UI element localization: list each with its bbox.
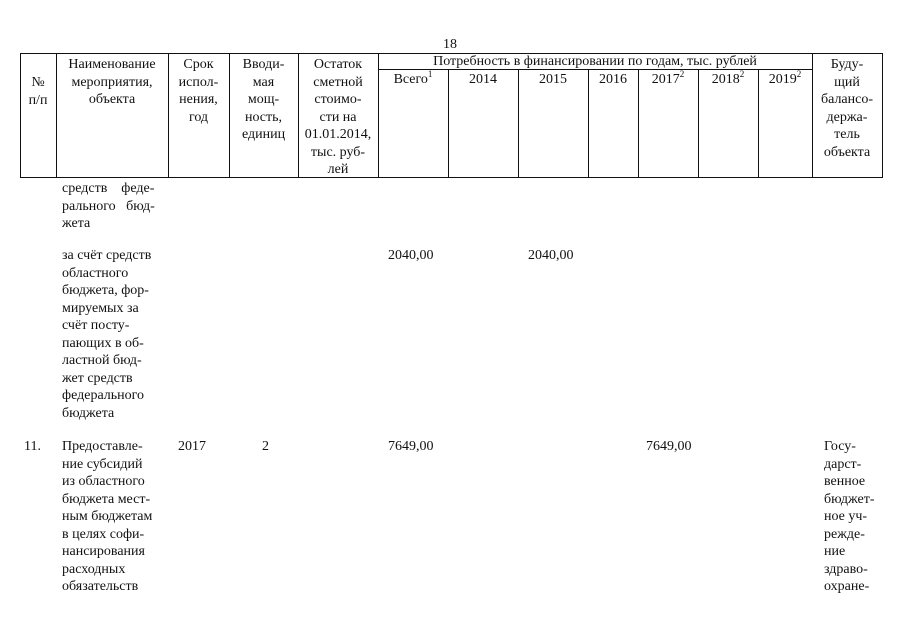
row11-num: 11. bbox=[24, 439, 41, 454]
row11-total: 7649,00 bbox=[388, 439, 434, 454]
header-total-footnote: 1 bbox=[427, 69, 433, 79]
header-capacity: Вводи- мая мощ- ность, единиц bbox=[241, 57, 286, 142]
header-2018-label: 2018 bbox=[711, 72, 740, 87]
header-2019-footnote: 2 bbox=[796, 69, 802, 79]
row11-capacity: 2 bbox=[262, 439, 269, 454]
header-remainder: Остаток сметной стоимо- сти на 01.01.2014, тыс. руб- лей bbox=[304, 57, 372, 177]
header-holder: Буду- щий балансо- держа- тель объекта bbox=[820, 57, 874, 160]
header-2018-footnote: 2 bbox=[739, 69, 745, 79]
col-divider bbox=[20, 53, 21, 178]
header-2015: 2015 bbox=[539, 72, 567, 87]
header-2016: 2016 bbox=[599, 72, 627, 87]
regional-2015-value: 2040,00 bbox=[528, 248, 574, 263]
regional-total-value: 2040,00 bbox=[388, 248, 434, 263]
row11-name: Предоставле- ние субсидий из областного бюджета мест- ным бюджетам в целях софи- нансирования расходных обязательств bbox=[62, 439, 153, 594]
continuation-text: средств феде- рального бюд- жета bbox=[62, 181, 155, 231]
row11-2017: 7649,00 bbox=[646, 439, 692, 454]
header-total bbox=[378, 71, 448, 90]
header-term: Срок испол- нения, год bbox=[178, 57, 219, 125]
page-number: 18 bbox=[443, 37, 457, 52]
header-2019 bbox=[758, 71, 812, 90]
row11-holder: Госу- дарст- венное бюджет- ное уч- режде- ние здраво- охране- bbox=[824, 439, 875, 594]
header-bottom-border bbox=[20, 177, 882, 178]
header-2017-footnote: 2 bbox=[679, 69, 685, 79]
header-2017 bbox=[638, 71, 698, 90]
header-num: № п/п bbox=[28, 75, 48, 108]
header-financing: Потребность в финансировании по годам, тыс. рублей bbox=[433, 54, 757, 69]
header-2019-label: 2019 bbox=[768, 72, 797, 87]
header-2014: 2014 bbox=[469, 72, 497, 87]
header-2017-label: 2017 bbox=[651, 72, 680, 87]
regional-funding-text: за счёт средств областного бюджета, фор- мируемых за счёт посту- пающих в об- ластной бюд- жет средств федерального бюджета bbox=[62, 248, 152, 421]
header-name: Наименование мероприятия, объекта bbox=[68, 57, 156, 107]
header-total-label: Всего bbox=[393, 72, 428, 87]
header-2018 bbox=[698, 71, 758, 90]
col-divider bbox=[882, 53, 883, 178]
row11-term: 2017 bbox=[178, 439, 206, 454]
